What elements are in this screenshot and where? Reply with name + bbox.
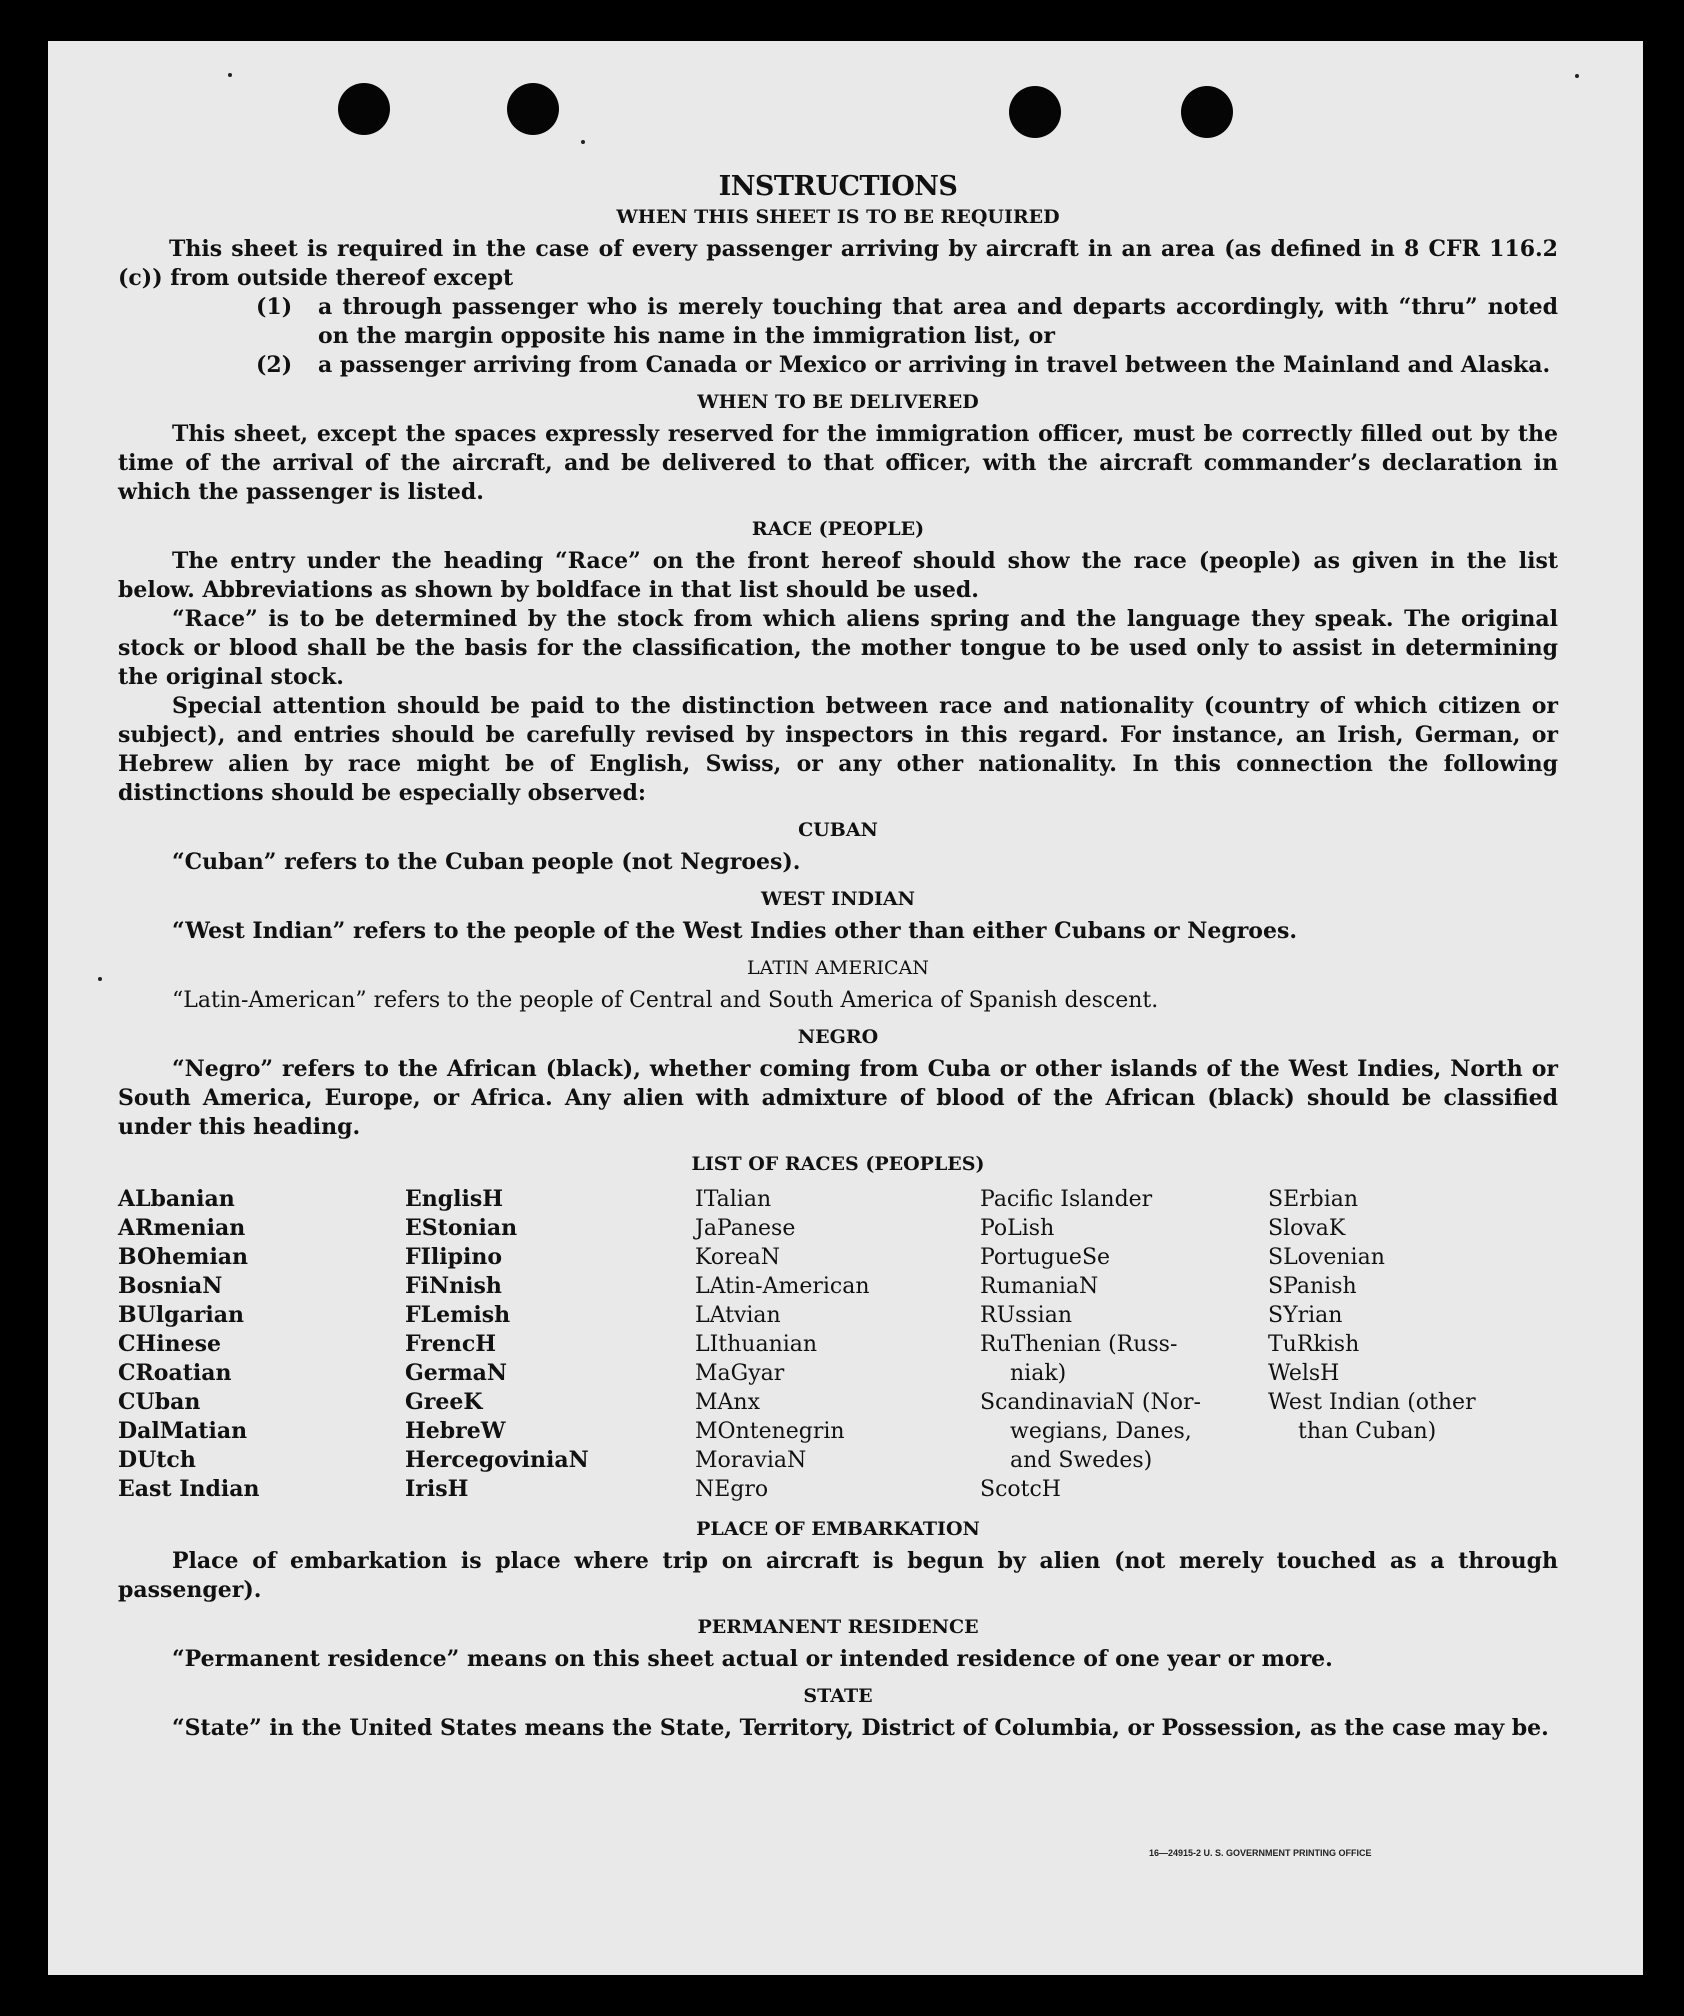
race-entry: MAnx bbox=[695, 1390, 760, 1415]
residence-text: “Permanent residence” means on this sheet actual or intended residence of one year or more. bbox=[172, 1646, 1333, 1672]
delivered-text: This sheet, except the spaces expressly reserved for the immigration officer, must be correctly filled out by the time of the arrival of the aircraft, and be delivered to that officer, with the aircraft commander’s declaration in which the passenger is listed. bbox=[118, 421, 1558, 505]
print-speck bbox=[228, 73, 232, 77]
cuban-text: “Cuban” refers to the Cuban people (not Negroes). bbox=[172, 849, 801, 875]
race-entry: SPanish bbox=[1268, 1274, 1357, 1299]
section-heading-race: RACE (PEOPLE) bbox=[751, 518, 925, 540]
section-heading-race-list: LIST OF RACES (PEOPLES) bbox=[691, 1153, 985, 1175]
race-entry: SYrian bbox=[1268, 1303, 1343, 1328]
race-entry: GermaN bbox=[405, 1360, 508, 1386]
race-entry: IrisH bbox=[405, 1476, 469, 1502]
race-entry: ScandinaviaN (Nor- bbox=[980, 1390, 1201, 1415]
race-entry: West Indian (other bbox=[1268, 1390, 1476, 1415]
page-title: INSTRUCTIONS bbox=[718, 171, 958, 202]
section-heading-latin-american: LATIN AMERICAN bbox=[747, 957, 929, 979]
item-text: a passenger arriving from Canada or Mexico or arriving in travel between the Mainland and Alaska. bbox=[318, 352, 1551, 378]
item-number: (1) bbox=[256, 294, 293, 320]
race-entry: LAtvian bbox=[695, 1303, 781, 1328]
race-column bbox=[980, 1185, 1201, 1504]
section-heading-residence: PERMANENT RESIDENCE bbox=[697, 1616, 979, 1638]
race-entry: and Swedes) bbox=[1010, 1448, 1153, 1473]
race-entry: HercegoviniaN bbox=[405, 1447, 589, 1473]
required-intro: This sheet is required in the case of every passenger arriving by aircraft in an area (as defined in 8 CFR 116.2 (c)) from outside thereof except bbox=[118, 236, 1558, 291]
race-entry: FIlipino bbox=[405, 1244, 503, 1270]
race-column bbox=[1268, 1185, 1476, 1446]
race-column bbox=[118, 1185, 260, 1504]
negro-text: “Negro” refers to the African (black), whether coming from Cuba or other islands of the West Indies, North or South America, Europe, or Africa. Any alien with admixture of blood of the African (black) should be classified under this heading. bbox=[118, 1056, 1558, 1140]
race-entry: WelsH bbox=[1268, 1361, 1340, 1386]
race-entry: FrencH bbox=[405, 1331, 496, 1357]
race-entry: TuRkish bbox=[1268, 1332, 1360, 1357]
race-entry: CUban bbox=[118, 1389, 201, 1415]
section-heading-delivered: WHEN TO BE DELIVERED bbox=[697, 391, 979, 413]
race-entry: BUlgarian bbox=[118, 1302, 244, 1328]
race-entry: SLovenian bbox=[1268, 1245, 1385, 1270]
item-number: (2) bbox=[256, 352, 293, 378]
race-paragraph: Special attention should be paid to the distinction between race and nationality (country of which citizen or subject), and entries should be carefully revised by inspectors in this regard. For instance, an Irish, German, or Hebrew alien by race might be of English, Swiss, or any other nationality. In this connection the following distinctions should be especially observed: bbox=[118, 693, 1558, 806]
race-column bbox=[695, 1185, 870, 1504]
race-entry: DalMatian bbox=[118, 1418, 248, 1444]
document-page bbox=[48, 41, 1643, 1975]
race-entry: PortugueSe bbox=[980, 1245, 1111, 1270]
race-entry: LIthuanian bbox=[695, 1332, 818, 1357]
race-entry: NEgro bbox=[695, 1477, 769, 1502]
race-entry: CRoatian bbox=[118, 1360, 232, 1386]
print-speck bbox=[1575, 74, 1579, 78]
race-entry: GreeK bbox=[405, 1389, 483, 1415]
race-entry: Pacific Islander bbox=[980, 1187, 1153, 1212]
race-entry: SErbian bbox=[1268, 1187, 1359, 1212]
race-paragraph: “Race” is to be determined by the stock from which aliens spring and the language they speak. The original stock or blood shall be the basis for the classification, the mother tongue to be used only to assist in determining the original stock. bbox=[118, 606, 1558, 690]
race-entry: PoLish bbox=[980, 1216, 1055, 1241]
race-entry: JaPanese bbox=[695, 1216, 796, 1241]
race-entry: CHinese bbox=[118, 1331, 222, 1357]
race-entry: ITalian bbox=[695, 1187, 772, 1212]
required-item bbox=[118, 351, 1558, 380]
race-column bbox=[405, 1185, 589, 1504]
west-indian-text: “West Indian” refers to the people of the West Indies other than either Cubans or Negroes. bbox=[172, 918, 1298, 944]
section-heading-embarkation: PLACE OF EMBARKATION bbox=[696, 1518, 980, 1540]
race-entry: RuThenian (Russ- bbox=[980, 1332, 1178, 1357]
item-text: a through passenger who is merely touching that area and departs accordingly, with “thru” noted on the margin opposite his name in the immigration list, or bbox=[318, 294, 1558, 349]
race-entry: BOhemian bbox=[118, 1244, 249, 1270]
section-heading-state: STATE bbox=[803, 1685, 873, 1707]
race-entry: East Indian bbox=[118, 1476, 260, 1502]
punch-hole bbox=[1009, 86, 1061, 138]
section-heading-negro: NEGRO bbox=[797, 1026, 879, 1048]
race-entry: than Cuban) bbox=[1298, 1419, 1437, 1444]
instructions-body bbox=[118, 171, 1558, 1743]
race-entry: MOntenegrin bbox=[695, 1419, 845, 1444]
race-entry: FLemish bbox=[405, 1302, 511, 1328]
race-entry: MaGyar bbox=[695, 1361, 785, 1386]
state-text: “State” in the United States means the State, Territory, District of Columbia, or Possession, as the case may be. bbox=[172, 1715, 1549, 1741]
printing-office-footer: 16—24915-2 U. S. GOVERNMENT PRINTING OFFICE bbox=[1149, 1848, 1372, 1858]
section-heading-required: WHEN THIS SHEET IS TO BE REQUIRED bbox=[616, 206, 1060, 228]
race-entry: EnglisH bbox=[405, 1186, 504, 1212]
race-entry: LAtin-American bbox=[695, 1274, 870, 1299]
race-entry: niak) bbox=[1010, 1361, 1067, 1386]
print-speck bbox=[581, 140, 585, 144]
required-item bbox=[118, 293, 1558, 351]
race-entry: SlovaK bbox=[1268, 1216, 1346, 1241]
race-entry: KoreaN bbox=[695, 1245, 780, 1270]
race-entry: ALbanian bbox=[118, 1186, 235, 1212]
race-entry: FiNnish bbox=[405, 1273, 502, 1299]
race-entry: RUssian bbox=[980, 1303, 1073, 1328]
latin-american-text: “Latin-American” refers to the people of Central and South America of Spanish descent. bbox=[172, 988, 1159, 1013]
punch-hole bbox=[338, 83, 390, 135]
race-paragraph: The entry under the heading “Race” on the front hereof should show the race (people) as given in the list below. Abbreviations as shown by boldface in that list should be used. bbox=[118, 548, 1558, 603]
embarkation-text: Place of embarkation is place where trip on aircraft is begun by alien (not merely touched as a through passenger). bbox=[118, 1548, 1558, 1603]
race-list bbox=[118, 1185, 1558, 1507]
race-entry: RumaniaN bbox=[980, 1274, 1099, 1299]
race-entry: MoraviaN bbox=[695, 1448, 807, 1473]
race-entry: ScotcH bbox=[980, 1477, 1061, 1502]
section-heading-cuban: CUBAN bbox=[798, 819, 878, 841]
punch-hole bbox=[1181, 86, 1233, 138]
punch-hole bbox=[507, 83, 559, 135]
race-entry: HebreW bbox=[405, 1418, 506, 1444]
print-speck bbox=[98, 977, 102, 981]
race-entry: EStonian bbox=[405, 1215, 518, 1241]
race-entry: wegians, Danes, bbox=[1010, 1419, 1192, 1444]
race-entry: BosniaN bbox=[118, 1273, 223, 1299]
race-entry: ARmenian bbox=[118, 1215, 246, 1241]
section-heading-west-indian: WEST INDIAN bbox=[760, 888, 916, 910]
race-entry: DUtch bbox=[118, 1447, 196, 1473]
